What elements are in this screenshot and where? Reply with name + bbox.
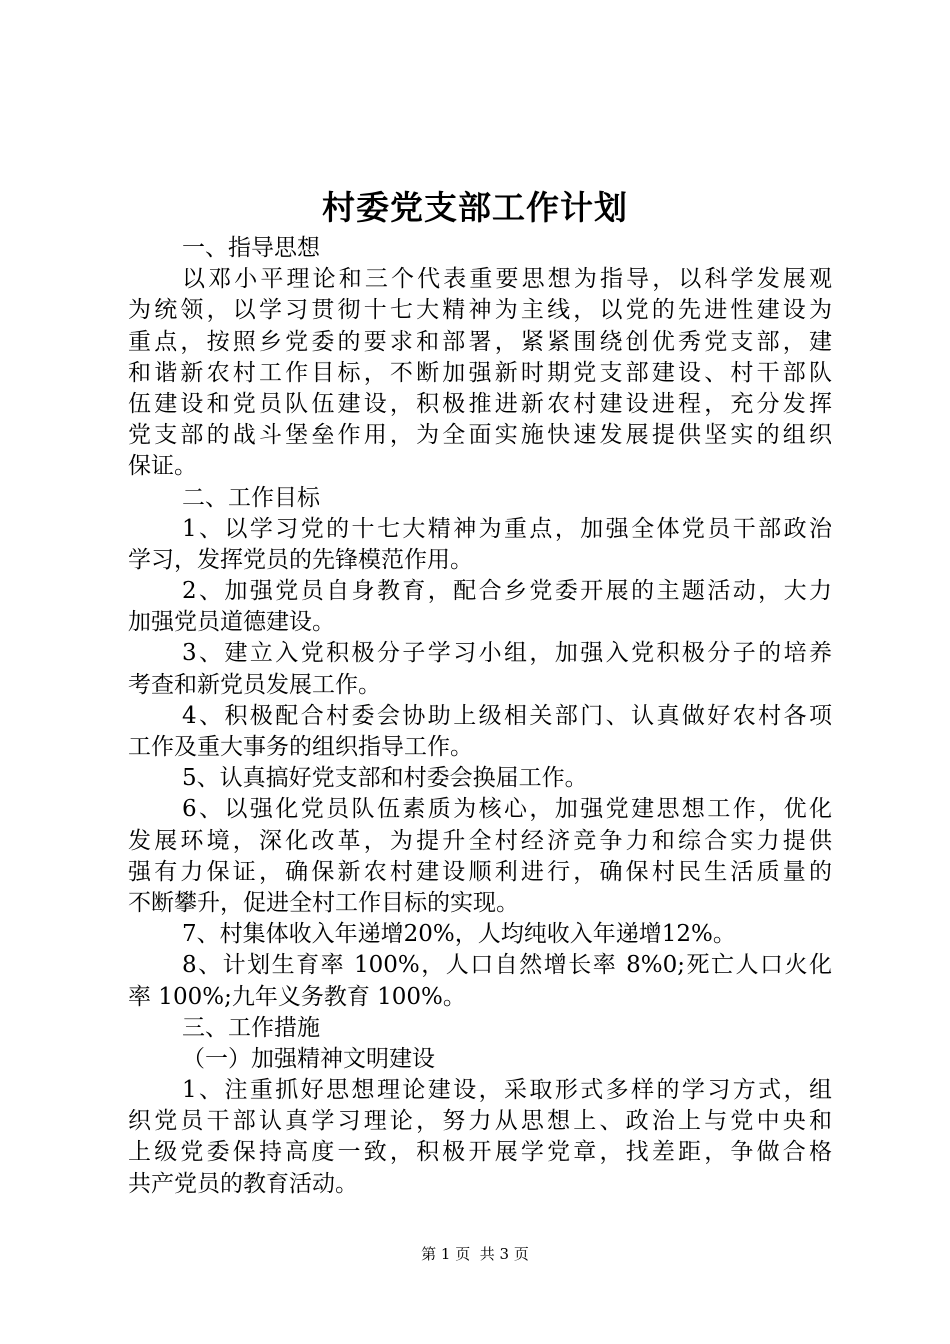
text-line: 工作及重大事务的组织指导工作。 — [128, 734, 473, 760]
text-line: 5、认真搞好党支部和村委会换届工作。 — [182, 765, 588, 792]
text-line: 党支部的战斗堡垒作用，为全面实施快速发展提供坚实的组织 — [128, 422, 832, 449]
text-line: 为统领，以学习贯彻十七大精神为主线，以党的先进性建设为 — [128, 297, 832, 324]
text-line: 上级党委保持高度一致，积极开展学党章，找差距，争做合格 — [128, 1139, 832, 1166]
text-line: 重点，按照乡党委的要求和部署，紧紧围绕创优秀党支部，建 — [128, 328, 832, 355]
text-line: 加强党员道德建设。 — [128, 609, 335, 636]
text-line: 2、加强党员自身教育，配合乡党委开展的主题活动，大力 — [182, 578, 832, 605]
text-line: 伍建设和党员队伍建设，积极推进新农村建设进程，充分发挥 — [128, 390, 832, 417]
text-line: 8、计划生育率 100%，人口自然增长率 8%0;死亡人口火化 — [182, 952, 832, 979]
text-line: 4、积极配合村委会协助上级相关部门、认真做好农村各项 — [182, 702, 832, 729]
text-line: （一）加强精神文明建设 — [182, 1045, 435, 1072]
text-line: 共产党员的教育活动。 — [128, 1170, 358, 1197]
text-line: 3、建立入党积极分子学习小组，加强入党积极分子的培养 — [182, 640, 832, 667]
document-title: 村委党支部工作计划 — [322, 188, 628, 227]
document-body — [128, 233, 832, 1200]
text-line: 率 100%;九年义务教育 100%。 — [128, 983, 466, 1010]
text-line: 6、以强化党员队伍素质为核心，加强党建思想工作，优化 — [182, 796, 832, 823]
text-line: 不断攀升，促进全村工作目标的实现。 — [128, 889, 519, 916]
text-line: 和谐新农村工作目标，不断加强新时期党支部建设、村干部队 — [128, 359, 832, 386]
text-line: 7、村集体收入年递增20%，人均纯收入年递增12%。 — [182, 921, 736, 948]
page-footer: 第 1 页 共 3 页 — [421, 1245, 529, 1263]
text-line: 1、以学习党的十七大精神为重点，加强全体党员干部政治 — [182, 515, 832, 542]
text-line: 发展环境，深化改革，为提升全村经济竞争力和综合实力提供 — [128, 827, 832, 854]
text-line: 强有力保证，确保新农村建设顺利进行，确保村民生活质量的 — [128, 858, 832, 885]
text-line: 二、工作目标 — [182, 484, 320, 511]
text-line: 织党员干部认真学习理论，努力从思想上、政治上与党中央和 — [128, 1108, 832, 1135]
text-line: 保证。 — [128, 453, 197, 480]
text-line: 以邓小平理论和三个代表重要思想为指导，以科学发展观 — [182, 266, 832, 293]
text-line: 学习，发挥党员的先锋模范作用。 — [128, 546, 473, 573]
text-line: 考查和新党员发展工作。 — [128, 671, 381, 698]
text-line: 一、指导思想 — [182, 235, 320, 261]
text-line: 三、工作措施 — [182, 1014, 320, 1041]
text-line: 1、注重抓好思想理论建设，采取形式多样的学习方式，组 — [182, 1077, 832, 1104]
